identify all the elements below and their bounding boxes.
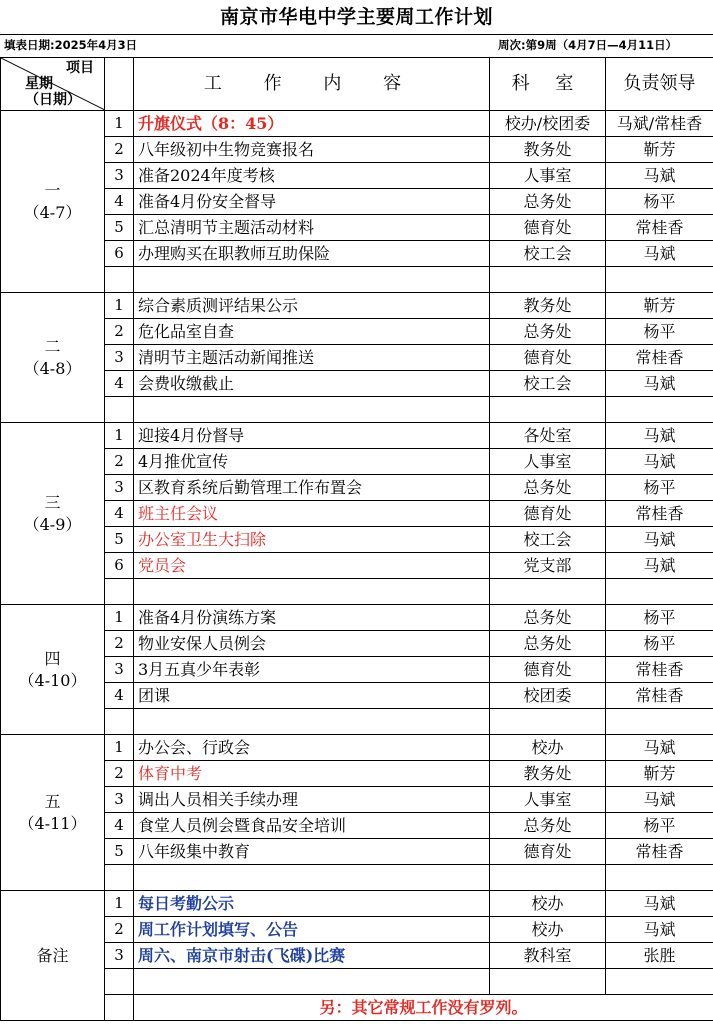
- task-text: 危化品室自查: [134, 319, 490, 345]
- leader: 靳芳: [606, 293, 713, 319]
- department: 德育处: [490, 839, 606, 865]
- header-date-label: （日期）: [25, 92, 81, 108]
- leader: 常桂香: [606, 839, 713, 865]
- leader: 马斌: [606, 449, 713, 475]
- day-name: 五: [44, 791, 61, 811]
- department: 总务处: [490, 813, 606, 839]
- item-number: 3: [105, 163, 134, 189]
- task-text: 每日考勤公示: [134, 891, 490, 917]
- day-name: 备注: [36, 945, 69, 965]
- table-row: [1, 683, 713, 709]
- table-row: [1, 345, 713, 371]
- department: 德育处: [490, 215, 606, 241]
- table-row: [1, 449, 713, 475]
- leader: 靳芳: [606, 761, 713, 787]
- task-text: 综合素质测评结果公示: [134, 293, 490, 319]
- department: 总务处: [490, 189, 606, 215]
- leader: 马斌: [606, 891, 713, 917]
- leader: 马斌: [606, 553, 713, 579]
- department: 总务处: [490, 319, 606, 345]
- item-number: 5: [105, 839, 134, 865]
- leader: 靳芳: [606, 137, 713, 163]
- item-number: 6: [105, 553, 134, 579]
- department: 教务处: [490, 761, 606, 787]
- header-task: 工 作 内 容: [134, 58, 490, 111]
- department: 总务处: [490, 475, 606, 501]
- leader: 常桂香: [606, 215, 713, 241]
- leader: 常桂香: [606, 345, 713, 371]
- table-row: [1, 267, 713, 293]
- leader: 马斌: [606, 527, 713, 553]
- leader: 马斌/常桂香: [606, 111, 713, 137]
- table-row: [1, 813, 713, 839]
- leader: 杨平: [606, 189, 713, 215]
- leader: 杨平: [606, 319, 713, 345]
- task-text: 准备4月份安全督导: [134, 189, 490, 215]
- task-text: 团课: [134, 683, 490, 709]
- day-name: 二: [44, 336, 61, 356]
- task-text: 体育中考: [134, 761, 490, 787]
- table-row: [1, 423, 713, 449]
- department: 德育处: [490, 657, 606, 683]
- task-text: [134, 397, 490, 423]
- department: 人事室: [490, 449, 606, 475]
- item-number: 1: [105, 891, 134, 917]
- department: 德育处: [490, 345, 606, 371]
- table-row: [1, 111, 713, 137]
- department: 总务处: [490, 631, 606, 657]
- leader: 张胜: [606, 943, 713, 969]
- item-number: [105, 709, 134, 735]
- leader: 马斌: [606, 735, 713, 761]
- department: 人事室: [490, 787, 606, 813]
- item-number: 2: [105, 761, 134, 787]
- department: 总务处: [490, 605, 606, 631]
- item-number: 4: [105, 189, 134, 215]
- leader: 杨平: [606, 631, 713, 657]
- department: 校办: [490, 735, 606, 761]
- item-number: 5: [105, 527, 134, 553]
- leader: 杨平: [606, 813, 713, 839]
- task-text: 物业安保人员例会: [134, 631, 490, 657]
- department: 教科室: [490, 943, 606, 969]
- item-number: [105, 969, 134, 995]
- day-date: （4-8）: [23, 358, 82, 378]
- item-number: 1: [105, 111, 134, 137]
- table-row: [1, 189, 713, 215]
- table-row: [1, 709, 713, 735]
- page-title: 南京市华电中学主要周工作计划: [219, 6, 493, 28]
- leader: 马斌: [606, 371, 713, 397]
- task-text: [134, 579, 490, 605]
- day-cell: [1, 735, 105, 891]
- item-number: 1: [105, 605, 134, 631]
- leader: 常桂香: [606, 657, 713, 683]
- table-row: [1, 553, 713, 579]
- table-row: [1, 137, 713, 163]
- department: 德育处: [490, 501, 606, 527]
- leader: [606, 579, 713, 605]
- department: [490, 267, 606, 293]
- task-text: [134, 865, 490, 891]
- note-row: [1, 995, 713, 1021]
- department: [490, 397, 606, 423]
- leader: 马斌: [606, 163, 713, 189]
- header-lead: 负责领导: [606, 58, 713, 111]
- day-date: （4-9）: [23, 514, 82, 534]
- department: 教务处: [490, 137, 606, 163]
- table-row: [1, 761, 713, 787]
- task-text: 清明节主题活动新闻推送: [134, 345, 490, 371]
- day-cell: [1, 423, 105, 605]
- department: 教务处: [490, 293, 606, 319]
- item-number: 2: [105, 449, 134, 475]
- table-row: [1, 917, 713, 943]
- day-name: 一: [44, 180, 61, 200]
- leader: 马斌: [606, 423, 713, 449]
- table-row: [1, 397, 713, 423]
- task-text: 准备2024年度考核: [134, 163, 490, 189]
- department: [490, 579, 606, 605]
- item-number: 2: [105, 137, 134, 163]
- day-cell: [1, 891, 105, 1021]
- table-row: [1, 657, 713, 683]
- day-cell: [1, 111, 105, 293]
- item-number: 3: [105, 787, 134, 813]
- item-number: 6: [105, 241, 134, 267]
- department: 校办: [490, 917, 606, 943]
- task-text: 党员会: [134, 553, 490, 579]
- item-number: [105, 865, 134, 891]
- department: 校办/校团委: [490, 111, 606, 137]
- department: 校工会: [490, 241, 606, 267]
- task-text: [134, 267, 490, 293]
- table-row: [1, 475, 713, 501]
- item-number: [105, 267, 134, 293]
- task-text: 办理购买在职教师互助保险: [134, 241, 490, 267]
- leader: 常桂香: [606, 501, 713, 527]
- task-text: 区教育系统后勤管理工作布置会: [134, 475, 490, 501]
- table-row: [1, 163, 713, 189]
- task-text: 3月五真少年表彰: [134, 657, 490, 683]
- task-text: 班主任会议: [134, 501, 490, 527]
- day-cell: [1, 605, 105, 735]
- item-number: [105, 397, 134, 423]
- item-number: 2: [105, 631, 134, 657]
- table-row: [1, 501, 713, 527]
- item-number: 3: [105, 943, 134, 969]
- item-number: 2: [105, 917, 134, 943]
- leader: [606, 397, 713, 423]
- item-number: 1: [105, 293, 134, 319]
- task-text: 准备4月份演练方案: [134, 605, 490, 631]
- header-corner: [1, 58, 105, 111]
- leader: 常桂香: [606, 683, 713, 709]
- table-row: [1, 969, 713, 995]
- item-number: [105, 579, 134, 605]
- department: [490, 969, 606, 995]
- task-text: 八年级初中生物竞赛报名: [134, 137, 490, 163]
- leader: [606, 969, 713, 995]
- table-row: [1, 735, 713, 761]
- department: 人事室: [490, 163, 606, 189]
- table-row: [1, 787, 713, 813]
- fill-date: 填表日期:2025年4月3日: [4, 38, 138, 52]
- table-row: [1, 605, 713, 631]
- department: [490, 865, 606, 891]
- department: 校办: [490, 891, 606, 917]
- task-text: 办公会、行政会: [134, 735, 490, 761]
- leader: 杨平: [606, 475, 713, 501]
- day-date: （4-7）: [23, 202, 82, 222]
- task-text: 办公室卫生大扫除: [134, 527, 490, 553]
- header-weekday-label: 星期: [25, 76, 53, 92]
- item-number: 3: [105, 657, 134, 683]
- table-row: [1, 293, 713, 319]
- item-number: 5: [105, 215, 134, 241]
- department: 校团委: [490, 683, 606, 709]
- item-number: 2: [105, 319, 134, 345]
- note-blank: [105, 995, 134, 1021]
- day-name: 三: [44, 492, 61, 512]
- day-cell: [1, 293, 105, 423]
- day-date: （4-11）: [18, 813, 87, 833]
- plan-table: [0, 57, 713, 1021]
- item-number: 4: [105, 683, 134, 709]
- task-text: 迎接4月份督导: [134, 423, 490, 449]
- task-text: 食堂人员例会暨食品安全培训: [134, 813, 490, 839]
- week-range: 周次:第9周（4月7日—4月11日）: [498, 38, 678, 52]
- header-no: [105, 58, 134, 111]
- task-text: 周工作计划填写、公告: [134, 917, 490, 943]
- leader: 马斌: [606, 917, 713, 943]
- department: 校工会: [490, 371, 606, 397]
- table-row: [1, 579, 713, 605]
- leader: 马斌: [606, 787, 713, 813]
- department: 各处室: [490, 423, 606, 449]
- note-text: 另：其它常规工作没有罗列。: [134, 995, 713, 1021]
- task-text: [134, 969, 490, 995]
- task-text: 八年级集中教育: [134, 839, 490, 865]
- department: [490, 709, 606, 735]
- table-row: [1, 839, 713, 865]
- day-date: （4-10）: [18, 670, 87, 690]
- table-row: [1, 891, 713, 917]
- item-number: 1: [105, 423, 134, 449]
- item-number: 3: [105, 475, 134, 501]
- item-number: 4: [105, 371, 134, 397]
- item-number: 1: [105, 735, 134, 761]
- table-row: [1, 319, 713, 345]
- divider: [0, 34, 713, 35]
- task-text: [134, 709, 490, 735]
- header-dept: 科 室: [490, 58, 606, 111]
- table-row: [1, 527, 713, 553]
- item-number: 4: [105, 501, 134, 527]
- header-item-label: 项目: [66, 60, 94, 76]
- leader: 马斌: [606, 241, 713, 267]
- table-row: [1, 943, 713, 969]
- item-number: 3: [105, 345, 134, 371]
- leader: 杨平: [606, 605, 713, 631]
- item-number: 4: [105, 813, 134, 839]
- header-row: [1, 58, 713, 111]
- leader: [606, 267, 713, 293]
- task-text: 调出人员相关手续办理: [134, 787, 490, 813]
- day-name: 四: [44, 648, 61, 668]
- department: 校工会: [490, 527, 606, 553]
- task-text: 汇总清明节主题活动材料: [134, 215, 490, 241]
- leader: [606, 709, 713, 735]
- task-text: 周六、南京市射击(飞碟)比赛: [134, 943, 490, 969]
- task-text: 会费收缴截止: [134, 371, 490, 397]
- department: 党支部: [490, 553, 606, 579]
- task-text: 4月推优宣传: [134, 449, 490, 475]
- table-row: [1, 865, 713, 891]
- leader: [606, 865, 713, 891]
- table-row: [1, 631, 713, 657]
- table-row: [1, 215, 713, 241]
- task-text: 升旗仪式（8：45）: [134, 111, 490, 137]
- table-row: [1, 371, 713, 397]
- table-row: [1, 241, 713, 267]
